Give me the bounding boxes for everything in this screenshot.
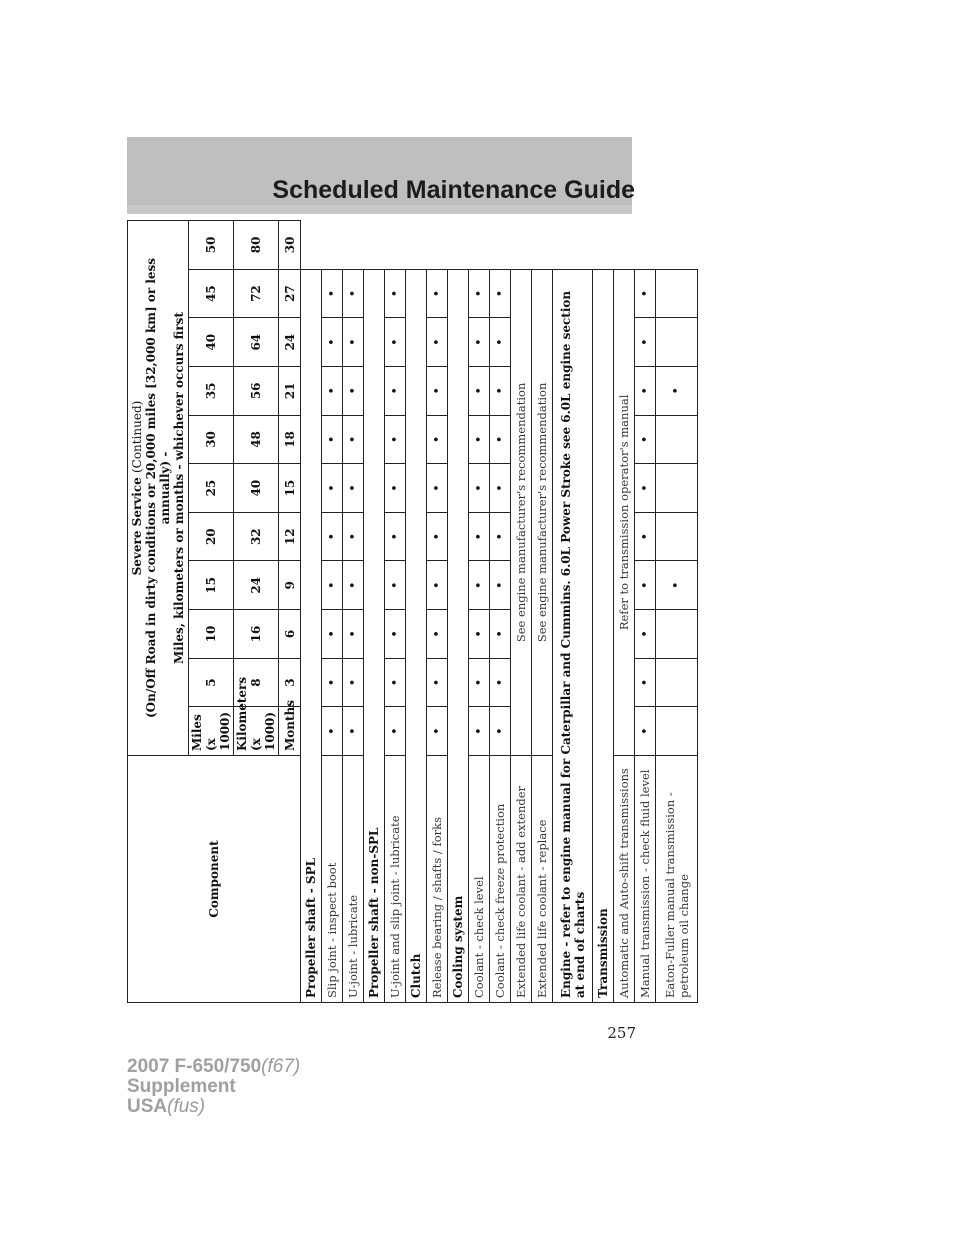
dot-cell: • (427, 658, 448, 707)
row-ujoint-slip-label: U-joint and slip joint - lubricate (385, 756, 406, 1003)
dot-cell: • (385, 658, 406, 707)
dot-cell: • (490, 707, 511, 756)
row-elc-add (511, 221, 532, 1003)
km-value: 64 (234, 318, 279, 367)
dot-cell: • (635, 658, 656, 707)
dot-cell: • (385, 415, 406, 464)
dot-cell: • (490, 318, 511, 367)
row-release-bearing (427, 221, 448, 1003)
dot-cell: • (469, 318, 490, 367)
dot-cell: • (343, 561, 364, 610)
dot-cell (656, 610, 698, 659)
dot-cell: • (490, 269, 511, 318)
dot-cell: • (469, 707, 490, 756)
miles-value: 5 (189, 658, 234, 707)
footer-model-code: (f67) (261, 1056, 301, 1077)
km-label: Kilometers (x 1000) (234, 707, 279, 756)
dot-cell: • (322, 415, 343, 464)
months-value: 15 (279, 464, 301, 513)
dot-cell: • (469, 561, 490, 610)
dot-cell: • (490, 610, 511, 659)
dot-cell: • (343, 415, 364, 464)
row-coolant-freeze (490, 221, 511, 1003)
row-elc-add-label: Extended life coolant - add extender (511, 756, 532, 1003)
months-value: 9 (279, 561, 301, 610)
dot-cell: • (490, 367, 511, 416)
dot-cell: • (385, 269, 406, 318)
miles-value: 50 (189, 221, 234, 270)
dot-cell: • (490, 658, 511, 707)
row-eaton (656, 221, 698, 1003)
dot-cell: • (635, 464, 656, 513)
miles-label: Miles (x 1000) (189, 707, 234, 756)
footer-model: 2007 F-650/750 (127, 1056, 262, 1077)
dot-cell: • (427, 464, 448, 513)
dot-cell: • (385, 464, 406, 513)
section-engine-label: Engine - refer to engine manual for Caterpillar and Cummins. 6.0L Power Stroke see 6.0L engine section at end of charts (553, 269, 593, 1002)
row-release-bearing-label: Release bearing / shafts / forks (427, 756, 448, 1003)
dot-cell: • (635, 367, 656, 416)
section-propeller-spl-label: Propeller shaft - SPL (301, 269, 322, 1002)
miles-value: 35 (189, 367, 234, 416)
row-coolant-check-label: Coolant - check level (469, 756, 490, 1003)
months-value: 18 (279, 415, 301, 464)
service-line2: (On/Off Road in dirty conditions or 20,000 miles [32,000 km] or less annually) - (144, 257, 172, 719)
dot-cell: • (469, 658, 490, 707)
miles-value: 40 (189, 318, 234, 367)
km-value: 80 (234, 221, 279, 270)
km-value: 48 (234, 415, 279, 464)
row-manual-trans (635, 221, 656, 1003)
dot-cell: • (322, 561, 343, 610)
miles-value: 15 (189, 561, 234, 610)
dot-cell: • (322, 512, 343, 561)
section-cooling-label: Cooling system (448, 269, 469, 1002)
section-transmission-label: Transmission (593, 269, 614, 1002)
dot-cell (656, 269, 698, 318)
dot-cell: • (469, 610, 490, 659)
dot-cell: • (343, 318, 364, 367)
dot-cell: • (343, 658, 364, 707)
service-line3: Miles, kilometers or months - whichever occurs first (172, 312, 186, 664)
dot-cell: • (635, 269, 656, 318)
page-number: 257 (607, 1024, 636, 1042)
miles-value: 45 (189, 269, 234, 318)
section-cooling (448, 221, 469, 1003)
dot-cell: • (656, 561, 698, 610)
dot-cell: • (490, 415, 511, 464)
row-elc-replace (532, 221, 553, 1003)
dot-cell: • (490, 512, 511, 561)
miles-value: 10 (189, 610, 234, 659)
miles-value: 30 (189, 415, 234, 464)
dot-cell: • (385, 512, 406, 561)
months-label: Months (279, 707, 301, 756)
row-manual-trans-label: Manual transmission - check fluid level (635, 756, 656, 1003)
footer-region-code: (fus) (167, 1096, 206, 1117)
dot-cell (656, 512, 698, 561)
km-value: 40 (234, 464, 279, 513)
dot-cell: • (343, 367, 364, 416)
section-engine (553, 221, 593, 1003)
dot-cell: • (427, 415, 448, 464)
dot-cell: • (635, 707, 656, 756)
row-elc-replace-note: See engine manufacturer's recommendation (532, 269, 553, 755)
section-propeller-spl (301, 221, 322, 1003)
dot-cell: • (427, 561, 448, 610)
dot-cell: • (469, 464, 490, 513)
dot-cell (656, 658, 698, 707)
row-auto-trans-label: Automatic and Auto-shift transmissions (614, 756, 635, 1003)
km-value: 8 (234, 658, 279, 707)
row-elc-replace-label: Extended life coolant - replace (532, 756, 553, 1003)
km-value: 24 (234, 561, 279, 610)
section-clutch-label: Clutch (406, 269, 427, 1002)
months-value: 3 (279, 658, 301, 707)
footer-book: Supplement (127, 1076, 236, 1097)
dot-cell: • (322, 707, 343, 756)
dot-cell: • (343, 464, 364, 513)
row-auto-trans (614, 221, 635, 1003)
dot-cell: • (427, 367, 448, 416)
component-header: Component (128, 756, 301, 1003)
header-strip (127, 205, 632, 214)
page-title: Scheduled Maintenance Guide (272, 176, 635, 204)
dot-cell: • (322, 318, 343, 367)
dot-cell: • (385, 318, 406, 367)
km-value: 56 (234, 367, 279, 416)
km-value: 16 (234, 610, 279, 659)
service-continued: (Continued) (130, 400, 144, 474)
section-clutch (406, 221, 427, 1003)
dot-cell: • (343, 512, 364, 561)
dot-cell: • (469, 269, 490, 318)
dot-cell: • (385, 561, 406, 610)
dot-cell: • (635, 318, 656, 367)
dot-cell: • (322, 658, 343, 707)
miles-value: 20 (189, 512, 234, 561)
section-propeller-nonspl (364, 221, 385, 1003)
months-value: 21 (279, 367, 301, 416)
dot-cell (656, 415, 698, 464)
dot-cell: • (635, 512, 656, 561)
dot-cell: • (322, 464, 343, 513)
rotated-table-area (127, 220, 691, 1003)
dot-cell: • (427, 610, 448, 659)
dot-cell: • (469, 512, 490, 561)
dot-cell: • (656, 367, 698, 416)
row-ujoint (343, 221, 364, 1003)
service-title: Severe Service (130, 477, 144, 576)
km-value: 32 (234, 512, 279, 561)
row-auto-trans-note: Refer to transmission operator's manual (614, 269, 635, 755)
dot-cell: • (322, 367, 343, 416)
dot-cell: • (635, 561, 656, 610)
row-coolant-freeze-label: Coolant - check freeze protection (490, 756, 511, 1003)
footer-region: USA (127, 1096, 168, 1117)
miles-value: 25 (189, 464, 234, 513)
dot-cell: • (427, 318, 448, 367)
footer (127, 1057, 300, 1117)
dot-cell: • (490, 464, 511, 513)
dot-cell: • (322, 269, 343, 318)
severe-service-header (128, 221, 189, 756)
months-value: 6 (279, 610, 301, 659)
row-ujoint-slip (385, 221, 406, 1003)
dot-cell: • (490, 561, 511, 610)
dot-cell (656, 464, 698, 513)
dot-cell: • (427, 512, 448, 561)
months-value: 12 (279, 512, 301, 561)
row-elc-add-note: See engine manufacturer's recommendation (511, 269, 532, 755)
row-slip-joint (322, 221, 343, 1003)
dot-cell: • (427, 269, 448, 318)
months-value: 24 (279, 318, 301, 367)
section-propeller-nonspl-label: Propeller shaft - non-SPL (364, 269, 385, 1002)
row-eaton-label: Eaton-Fuller manual transmission - petroleum oil change (656, 756, 698, 1003)
rotated-table-container (127, 220, 691, 1003)
months-value: 27 (279, 269, 301, 318)
dot-cell: • (469, 415, 490, 464)
dot-cell: • (343, 610, 364, 659)
dot-cell (656, 318, 698, 367)
dot-cell: • (427, 707, 448, 756)
dot-cell (656, 707, 698, 756)
maintenance-table (127, 220, 698, 1003)
dot-cell: • (385, 610, 406, 659)
dot-cell: • (635, 610, 656, 659)
dot-cell: • (469, 367, 490, 416)
section-transmission (593, 221, 614, 1003)
months-value: 30 (279, 221, 301, 270)
dot-cell: • (343, 707, 364, 756)
km-value: 72 (234, 269, 279, 318)
dot-cell: • (385, 367, 406, 416)
row-ujoint-label: U-joint - lubricate (343, 756, 364, 1003)
row-slip-joint-label: Slip joint - inspect boot (322, 756, 343, 1003)
row-coolant-check (469, 221, 490, 1003)
dot-cell: • (635, 415, 656, 464)
dot-cell: • (385, 707, 406, 756)
dot-cell: • (322, 610, 343, 659)
dot-cell: • (343, 269, 364, 318)
